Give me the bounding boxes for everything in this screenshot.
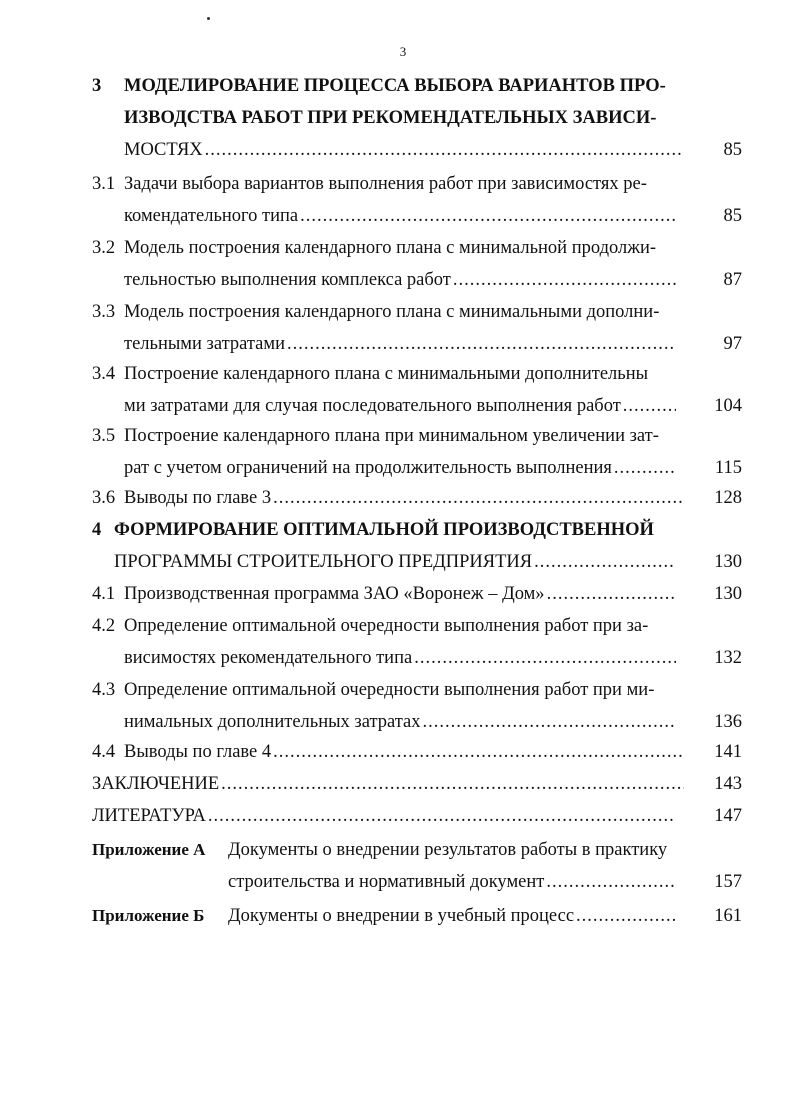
toc-appendix-label: Приложение А: [92, 840, 206, 859]
toc-page: 85: [723, 140, 742, 160]
toc-number: 4.4: [92, 742, 116, 762]
toc-title-line: Документы о внедрении результатов работы в практику: [228, 840, 668, 860]
toc-title-line: тельными затратами: [124, 334, 285, 354]
toc-title-line: ми затратами для случая последовательного выполнения работ: [124, 396, 621, 416]
toc-title-line: Определение оптимальной очередности выполнения работ при ми-: [124, 680, 655, 700]
toc-title-line: Модель построения календарного плана с минимальной продолжи-: [124, 238, 657, 258]
toc-title-line: комендательного типа: [124, 206, 299, 226]
toc-title-line: Построение календарного плана при минимальном увеличении зат-: [124, 426, 659, 446]
toc-page: 115: [714, 458, 742, 478]
toc-title-line: строительства и нормативный документ: [228, 872, 545, 892]
leader-dots: [221, 768, 684, 800]
toc-title-line: Выводы по главе 4: [124, 742, 272, 762]
toc-title-line: ИЗВОДСТВА РАБОТ ПРИ РЕКОМЕНДАТЕЛЬНЫХ ЗАВИСИ-: [124, 108, 657, 128]
toc-title-line: ЛИТЕРАТУРА: [92, 806, 206, 826]
toc-page: 147: [714, 806, 742, 826]
toc-title-line: ЗАКЛЮЧЕНИЕ: [92, 774, 220, 794]
toc-title-line: тельностью выполнения комплекса работ: [124, 270, 451, 290]
leader-dots: [423, 706, 676, 738]
toc-number: 3: [92, 76, 102, 96]
leader-dots: [576, 900, 676, 932]
toc-page: 136: [714, 712, 742, 732]
toc-page: 130: [714, 584, 742, 604]
toc-appendix-label: Приложение Б: [92, 906, 205, 925]
leader-dots: [287, 328, 676, 360]
toc-number: 3.3: [92, 302, 116, 322]
leader-dots: [547, 578, 676, 610]
toc-number: 3.2: [92, 238, 116, 258]
toc-page: 143: [714, 774, 742, 794]
leader-dots: [453, 264, 676, 296]
toc-number: 3.4: [92, 364, 116, 384]
toc-page: 97: [723, 334, 742, 354]
toc-title-line: Модель построения календарного плана с минимальными дополни-: [124, 302, 660, 322]
leader-dots: [300, 200, 676, 232]
toc-page: 132: [714, 648, 742, 668]
toc-number: 3.5: [92, 426, 116, 446]
leader-dots: [414, 642, 676, 674]
toc-title-line: нимальных дополнительных затратах: [124, 712, 421, 732]
toc-page: 157: [714, 872, 742, 892]
toc-page: 104: [714, 396, 742, 416]
toc-number: 3.6: [92, 488, 116, 508]
toc-number: 4.2: [92, 616, 116, 636]
toc-number: 4.1: [92, 584, 116, 604]
toc-number: 3.1: [92, 174, 116, 194]
toc-title-line: висимостях рекомендательного типа: [124, 648, 413, 668]
leader-dots: [614, 452, 676, 484]
toc-title-line: Определение оптимальной очередности выполнения работ при за-: [124, 616, 649, 636]
leader-dots: [623, 390, 676, 422]
toc-title-line: ФОРМИРОВАНИЕ ОПТИМАЛЬНОЙ ПРОИЗВОДСТВЕННОЙ: [114, 520, 654, 540]
scan-speck: [207, 17, 210, 20]
toc-number: 4: [92, 520, 102, 540]
toc-title-line: Выводы по главе 3: [124, 488, 272, 508]
toc-title-line: МОДЕЛИРОВАНИЕ ПРОЦЕССА ВЫБОРА ВАРИАНТОВ ПРО-: [124, 76, 666, 96]
toc-title-line: ПРОГРАММЫ СТРОИТЕЛЬНОГО ПРЕДПРИЯТИЯ: [114, 552, 533, 572]
toc-title-line: МОСТЯХ: [124, 140, 203, 160]
toc-page: 87: [723, 270, 742, 290]
leader-dots: [208, 800, 676, 832]
leader-dots: [546, 866, 674, 898]
toc-page: 130: [714, 552, 742, 572]
leader-dots: [273, 482, 684, 514]
leader-dots: [205, 134, 684, 166]
toc-page: 161: [714, 906, 742, 926]
leader-dots: [273, 736, 684, 768]
toc-page: 128: [714, 488, 742, 508]
toc-title-line: Документы о внедрении в учебный процесс: [228, 906, 575, 926]
toc-page: 141: [714, 742, 742, 762]
toc-title-line: рат с учетом ограничений на продолжительность выполнения: [124, 458, 612, 478]
toc-title-line: Производственная программа ЗАО «Воронеж – Дом»: [124, 584, 545, 604]
page-number: 3: [399, 44, 407, 59]
toc-title-line: Построение календарного плана с минимальными дополнительны: [124, 364, 649, 384]
leader-dots: [534, 546, 674, 578]
toc-number: 4.3: [92, 680, 116, 700]
toc-title-line: Задачи выбора вариантов выполнения работ при зависимостях ре-: [124, 174, 647, 194]
toc-page: 85: [723, 206, 742, 226]
